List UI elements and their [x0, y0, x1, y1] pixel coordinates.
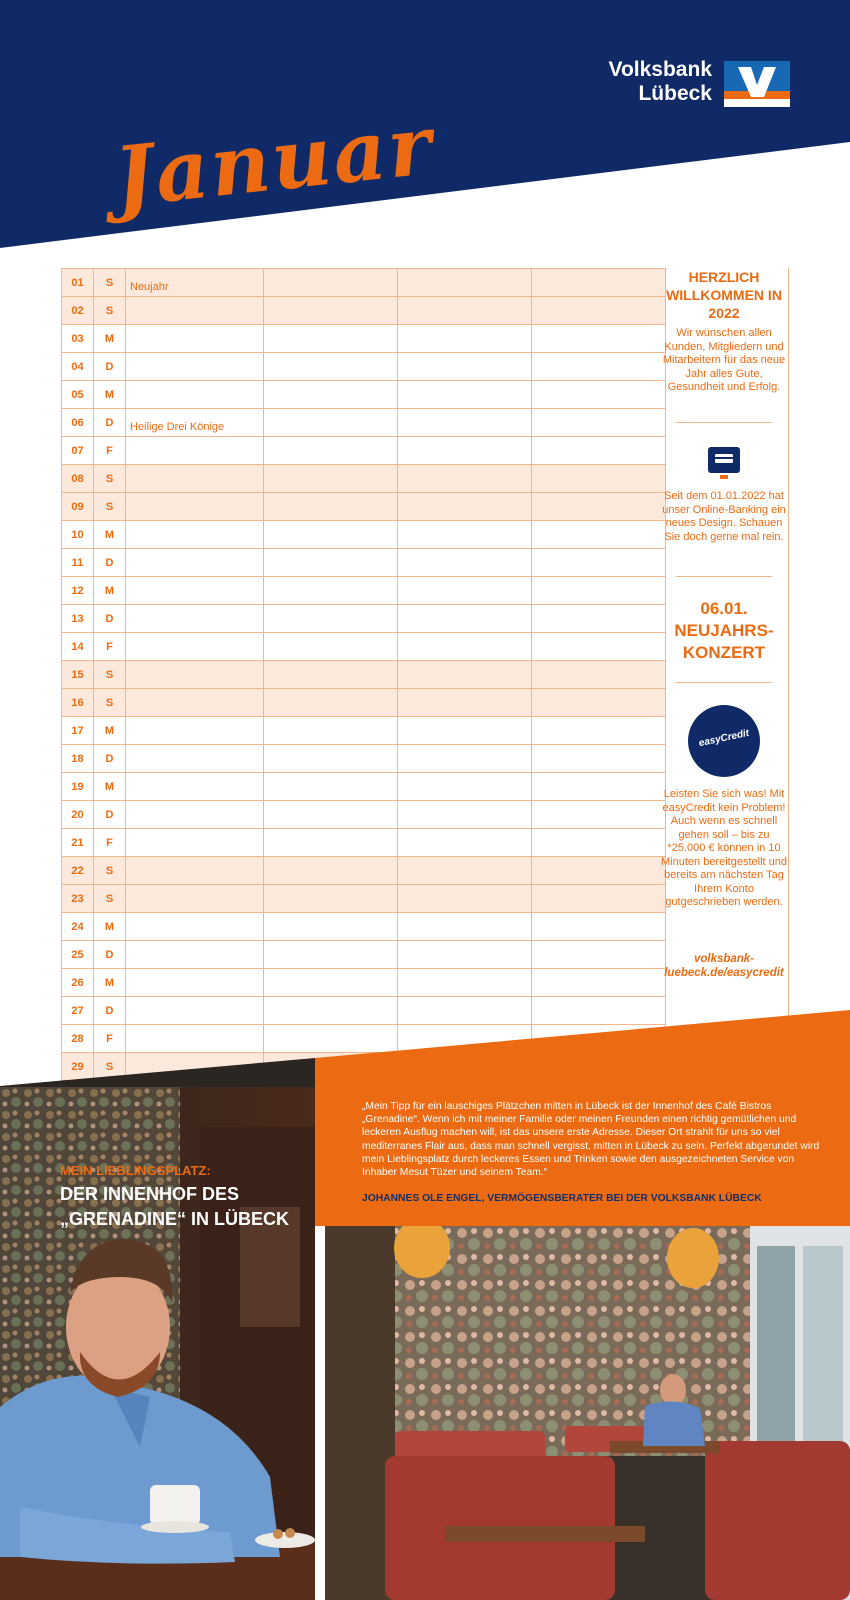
holiday-cell — [126, 745, 264, 773]
feature-title — [60, 1182, 320, 1232]
feature-title-line1: DER INNENHOF DES — [60, 1184, 240, 1204]
entry-cell — [532, 437, 666, 465]
entry-cell — [398, 521, 532, 549]
weekday-letter: S — [94, 493, 126, 521]
holiday-cell: Neujahr — [126, 269, 264, 297]
calendar-row — [62, 437, 666, 465]
entry-cell — [264, 913, 398, 941]
entry-cell — [398, 325, 532, 353]
holiday-cell — [126, 941, 264, 969]
brand-line2: Lübeck — [638, 82, 712, 105]
easycredit-logo-text: easyCredit — [697, 727, 751, 750]
entry-cell — [264, 661, 398, 689]
entry-cell — [264, 745, 398, 773]
entry-cell — [264, 717, 398, 745]
holiday-cell — [126, 829, 264, 857]
day-number: 01 — [62, 269, 94, 297]
holiday-cell — [126, 857, 264, 885]
entry-cell — [398, 717, 532, 745]
weekday-letter: S — [94, 885, 126, 913]
calendar-row — [62, 801, 666, 829]
entry-cell — [398, 269, 532, 297]
entry-cell — [398, 969, 532, 997]
entry-cell — [398, 885, 532, 913]
holiday-cell — [126, 801, 264, 829]
calendar-row — [62, 381, 666, 409]
weekday-letter: S — [94, 1053, 126, 1081]
entry-cell — [398, 381, 532, 409]
calendar-row — [62, 969, 666, 997]
day-number: 29 — [62, 1053, 94, 1081]
entry-cell — [398, 801, 532, 829]
entry-cell — [264, 801, 398, 829]
entry-cell — [264, 829, 398, 857]
day-number: 06 — [62, 409, 94, 437]
day-number: 07 — [62, 437, 94, 465]
day-number: 27 — [62, 997, 94, 1025]
weekday-letter: M — [94, 577, 126, 605]
day-number: 26 — [62, 969, 94, 997]
entry-cell — [532, 465, 666, 493]
entry-cell — [398, 353, 532, 381]
weekday-letter: M — [94, 521, 126, 549]
holiday-cell — [126, 465, 264, 493]
entry-cell — [532, 745, 666, 773]
holiday-cell — [126, 577, 264, 605]
entry-cell — [532, 885, 666, 913]
weekday-letter: S — [94, 269, 126, 297]
entry-cell — [398, 829, 532, 857]
day-number: 16 — [62, 689, 94, 717]
quote-text: „Mein Tipp für ein lauschiges Plätzchen mitten in Lübeck ist der Innenhof des Café Bistros „Grenadine“. Wenn ich mit meiner Familie oder meinen Freunden einen richtig gemütlichen und leckeren Ausflug machen will, ist das unsere erste Adresse. Dieser Ort strahlt für uns so viel mediterranes Flair aus, dass man schnell vergisst, mitten in Lübeck zu sein. Perfekt abgerundet wird mein Lieblingsplatz durch leckeres Essen und Trinken sowie den ausgezeichneten Service von Inhaber Mesut Tüzer und seinem Team.“ — [362, 1101, 820, 1179]
entry-cell — [532, 717, 666, 745]
day-number: 05 — [62, 381, 94, 409]
day-number: 19 — [62, 773, 94, 801]
entry-cell — [532, 857, 666, 885]
weekday-letter: M — [94, 913, 126, 941]
entry-cell — [532, 969, 666, 997]
calendar-grid — [61, 268, 666, 1137]
entry-cell — [264, 297, 398, 325]
entry-cell — [398, 745, 532, 773]
entry-cell — [532, 381, 666, 409]
day-number: 21 — [62, 829, 94, 857]
entry-cell — [264, 437, 398, 465]
weekday-letter: S — [94, 465, 126, 493]
weekday-letter: D — [94, 941, 126, 969]
calendar-row — [62, 913, 666, 941]
easycredit-link[interactable]: volksbank-luebeck.de/easycredit — [664, 953, 784, 979]
entry-cell — [532, 297, 666, 325]
sidebar-rule — [676, 576, 772, 577]
brand-line1: Volksbank — [608, 58, 712, 81]
weekday-letter: S — [94, 857, 126, 885]
entry-cell — [532, 577, 666, 605]
weekday-letter: M — [94, 717, 126, 745]
day-number: 09 — [62, 493, 94, 521]
weekday-letter: F — [94, 1025, 126, 1053]
entry-cell — [398, 437, 532, 465]
entry-cell — [532, 521, 666, 549]
entry-cell — [264, 941, 398, 969]
entry-cell — [398, 913, 532, 941]
calendar-row — [62, 521, 666, 549]
day-number: 23 — [62, 885, 94, 913]
entry-cell — [264, 633, 398, 661]
entry-cell — [264, 689, 398, 717]
quote-author: JOHANNES OLE ENGEL, VERMÖGENSBERATER BEI DER VOLKSBANK LÜBECK — [362, 1193, 762, 1204]
sidebar-divider — [788, 268, 789, 1020]
day-number: 28 — [62, 1025, 94, 1053]
entry-cell — [532, 269, 666, 297]
entry-cell — [264, 409, 398, 437]
online-banking-icon — [706, 446, 742, 480]
calendar-row — [62, 773, 666, 801]
weekday-letter: F — [94, 829, 126, 857]
entry-cell — [532, 549, 666, 577]
day-number: 13 — [62, 605, 94, 633]
holiday-cell — [126, 605, 264, 633]
entry-cell — [264, 885, 398, 913]
day-number: 02 — [62, 297, 94, 325]
weekday-letter: D — [94, 605, 126, 633]
weekday-letter: S — [94, 689, 126, 717]
day-number: 03 — [62, 325, 94, 353]
weekday-letter: M — [94, 325, 126, 353]
entry-cell — [398, 409, 532, 437]
entry-cell — [532, 801, 666, 829]
entry-cell — [264, 465, 398, 493]
entry-cell — [532, 493, 666, 521]
holiday-cell — [126, 969, 264, 997]
calendar-row — [62, 465, 666, 493]
welcome-title: HERZLICH WILLKOMMEN IN 2022 — [666, 269, 782, 321]
entry-cell — [532, 605, 666, 633]
weekday-letter: D — [94, 409, 126, 437]
weekday-letter: F — [94, 633, 126, 661]
entry-cell — [398, 689, 532, 717]
entry-cell — [398, 941, 532, 969]
day-number: 24 — [62, 913, 94, 941]
entry-cell — [532, 353, 666, 381]
holiday-cell — [126, 633, 264, 661]
sidebar-rule — [676, 682, 772, 683]
entry-cell — [398, 577, 532, 605]
weekday-letter: D — [94, 745, 126, 773]
day-number: 14 — [62, 633, 94, 661]
calendar-row — [62, 745, 666, 773]
entry-cell — [398, 493, 532, 521]
holiday-cell — [126, 717, 264, 745]
holiday-cell — [126, 689, 264, 717]
entry-cell — [398, 549, 532, 577]
day-number: 10 — [62, 521, 94, 549]
welcome-text: Wir wünschen allen Kunden, Mitgliedern und Mitarbeitern für das neue Jahr alles Gute, Gesundheit und Erfolg. — [662, 327, 786, 393]
entry-cell — [264, 353, 398, 381]
calendar-row — [62, 717, 666, 745]
entry-cell — [398, 661, 532, 689]
entry-cell — [398, 465, 532, 493]
calendar-row — [62, 297, 666, 325]
weekday-letter: M — [94, 773, 126, 801]
day-number: 20 — [62, 801, 94, 829]
entry-cell — [264, 969, 398, 997]
entry-cell — [264, 577, 398, 605]
brand-name — [600, 58, 712, 106]
easycredit-logo-icon — [688, 705, 760, 777]
entry-cell — [264, 325, 398, 353]
entry-cell — [532, 941, 666, 969]
day-number: 18 — [62, 745, 94, 773]
event-title: NEUJAHRS-KONZERT — [674, 621, 774, 662]
calendar-row — [62, 549, 666, 577]
event-date: 06.01. — [700, 599, 748, 618]
calendar-row — [62, 633, 666, 661]
calendar-row — [62, 857, 666, 885]
weekday-letter: D — [94, 801, 126, 829]
entry-cell — [398, 297, 532, 325]
holiday-cell — [126, 521, 264, 549]
entry-cell — [532, 325, 666, 353]
volksbank-logo-icon — [724, 61, 790, 107]
holiday-cell — [126, 493, 264, 521]
entry-cell — [398, 633, 532, 661]
holiday-cell — [126, 325, 264, 353]
entry-cell — [532, 633, 666, 661]
entry-cell — [264, 269, 398, 297]
holiday-cell — [126, 437, 264, 465]
calendar-row — [62, 941, 666, 969]
weekday-letter: D — [94, 549, 126, 577]
calendar-row — [62, 605, 666, 633]
weekday-letter: S — [94, 661, 126, 689]
day-number: 08 — [62, 465, 94, 493]
calendar-row — [62, 353, 666, 381]
entry-cell — [532, 829, 666, 857]
holiday-cell — [126, 913, 264, 941]
entry-cell — [532, 409, 666, 437]
holiday-cell: Heilige Drei Könige — [126, 409, 264, 437]
weekday-letter: M — [94, 969, 126, 997]
calendar-row — [62, 269, 666, 297]
day-number: 25 — [62, 941, 94, 969]
entry-cell — [532, 661, 666, 689]
calendar-row — [62, 493, 666, 521]
entry-cell — [264, 549, 398, 577]
calendar-row — [62, 885, 666, 913]
entry-cell — [532, 913, 666, 941]
holiday-cell — [126, 381, 264, 409]
entry-cell — [398, 605, 532, 633]
cafe-interior-photo — [325, 1226, 850, 1600]
weekday-letter: S — [94, 297, 126, 325]
entry-cell — [398, 773, 532, 801]
weekday-letter: D — [94, 997, 126, 1025]
sidebar-rule — [676, 422, 772, 423]
day-number: 22 — [62, 857, 94, 885]
holiday-cell — [126, 661, 264, 689]
calendar-row — [62, 829, 666, 857]
day-number: 04 — [62, 353, 94, 381]
holiday-cell — [126, 297, 264, 325]
banking-text: Seit dem 01.01.2022 hat unser Online-Banking ein neues Design. Schauen Sie doch gerne mal rein. — [662, 490, 786, 543]
calendar-row — [62, 661, 666, 689]
weekday-letter: M — [94, 381, 126, 409]
day-number: 12 — [62, 577, 94, 605]
entry-cell — [264, 493, 398, 521]
holiday-cell — [126, 549, 264, 577]
holiday-cell — [126, 773, 264, 801]
day-number: 11 — [62, 549, 94, 577]
month-title: Januar — [109, 97, 438, 226]
calendar-row — [62, 577, 666, 605]
credit-text: Leisten Sie sich was! Mit easyCredit kein Problem! Auch wenn es schnell gehen soll – bis zu *25.000 € können in 10 Minuten bereitgestellt und bereits am nächsten Tag Ihrem Konto gutgeschrieben werden. — [661, 788, 787, 908]
day-number: 15 — [62, 661, 94, 689]
entry-cell — [532, 773, 666, 801]
entry-cell — [264, 605, 398, 633]
entry-cell — [264, 773, 398, 801]
holiday-cell — [126, 885, 264, 913]
feature-title-line2: „GRENADINE“ IN LÜBECK — [60, 1209, 290, 1229]
entry-cell — [264, 857, 398, 885]
calendar-row — [62, 325, 666, 353]
entry-cell — [398, 857, 532, 885]
day-number: 17 — [62, 717, 94, 745]
holiday-cell — [126, 353, 264, 381]
calendar-row — [62, 409, 666, 437]
entry-cell — [532, 689, 666, 717]
entry-cell — [264, 521, 398, 549]
feature-kicker: MEIN LIEBLINGSPLATZ: — [60, 1163, 211, 1178]
weekday-letter: D — [94, 353, 126, 381]
weekday-letter: F — [94, 437, 126, 465]
calendar-row — [62, 689, 666, 717]
entry-cell — [264, 381, 398, 409]
